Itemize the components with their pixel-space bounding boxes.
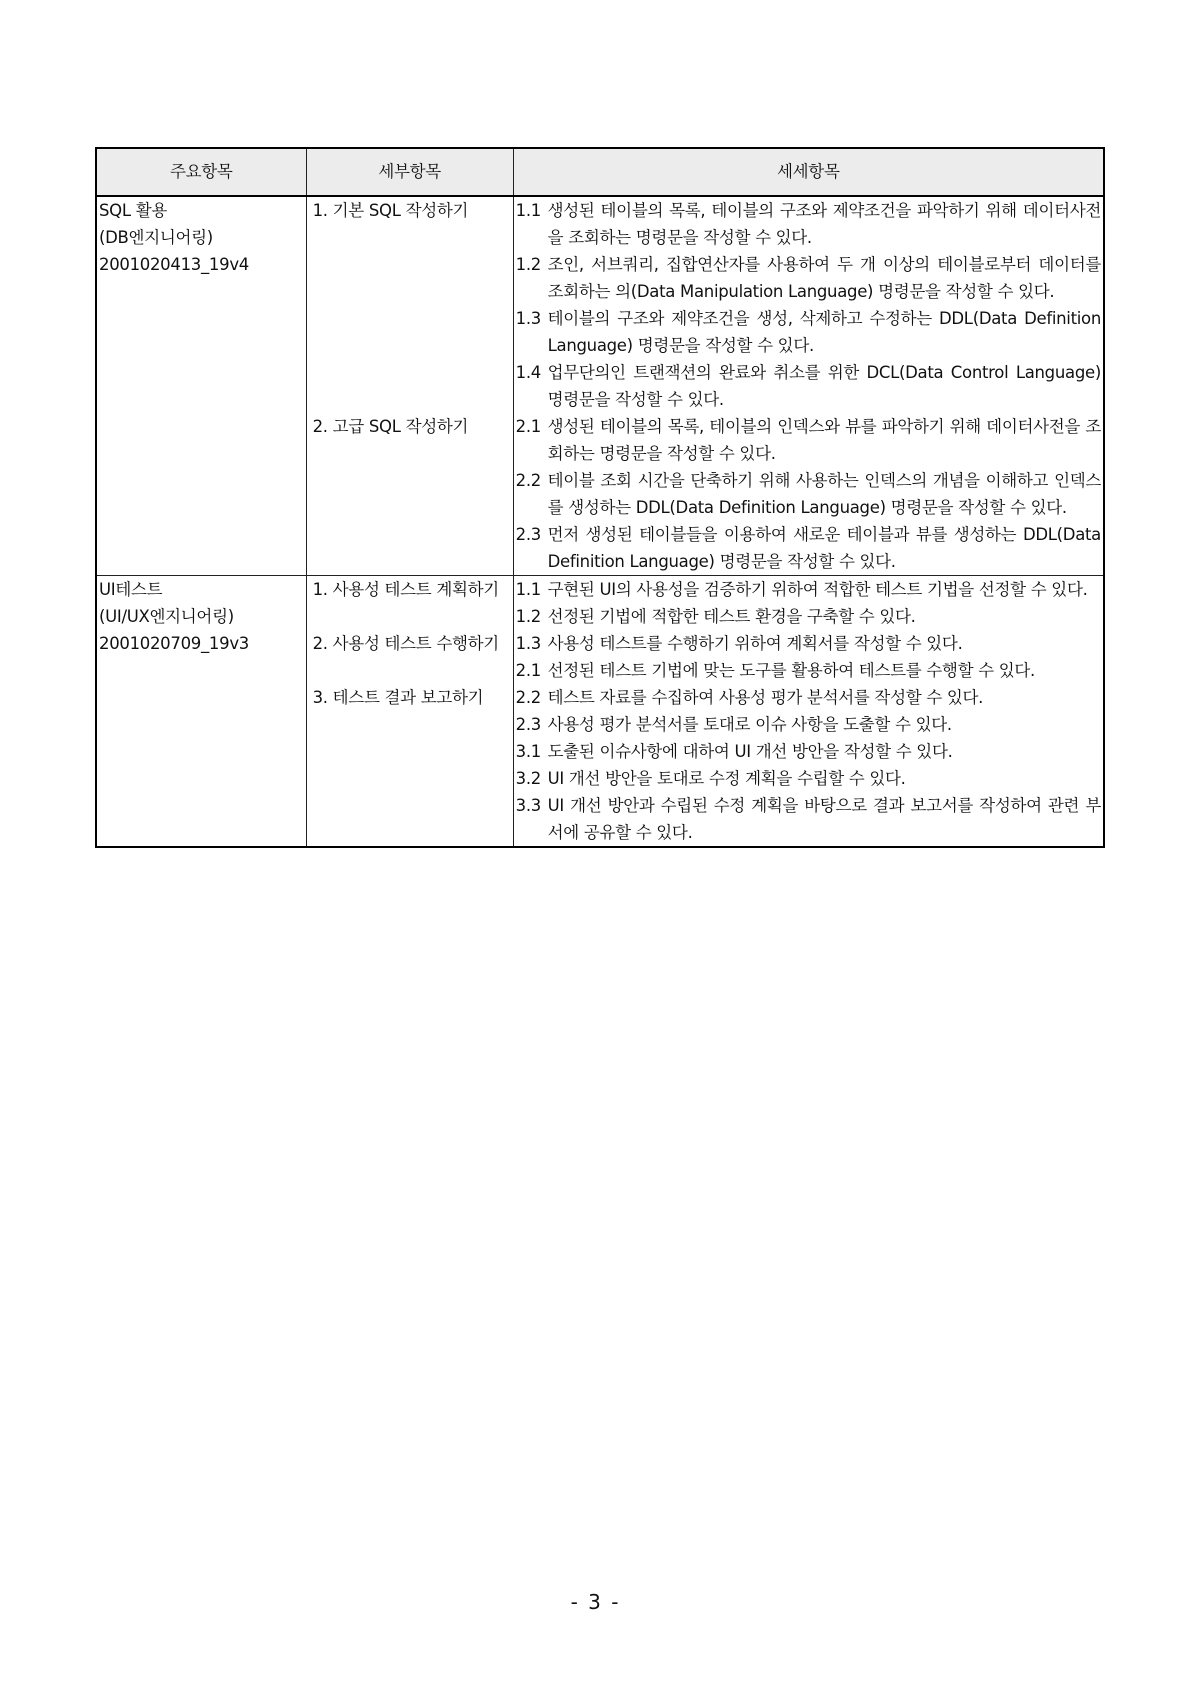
detail-item-text: 사용성 테스트를 수행하기 위하여 계획서를 작성할 수 있다.: [547, 634, 963, 653]
detail-item-number: 2.2: [515, 471, 541, 490]
detail-item-text: 업무단의인 트랜잭션의 완료와 취소를 위한 DCL(Data Control Language) 명령문을 작성할 수 있다.: [547, 363, 1101, 409]
sub-item-label: 1. 기본 SQL 작성하기: [312, 201, 469, 220]
detail-item-text: 테이블의 구조와 제약조건을 생성, 삭제하고 수정하는 DDL(Data Definition Language) 명령문을 작성할 수 있다.: [547, 309, 1101, 355]
detail-item-number: 1.1: [515, 201, 541, 220]
detail-item-number: 3.2: [515, 769, 541, 788]
main-item-category: (UI/UX엔지니어링): [99, 607, 234, 626]
detail-item-text: UI 개선 방안을 토대로 수정 계획을 수립할 수 있다.: [547, 769, 906, 788]
detail-item-cell: [513, 576, 1104, 848]
detail-item-text: 사용성 평가 분석서를 토대로 이슈 사항을 도출할 수 있다.: [547, 715, 952, 734]
detail-item-text: 생성된 테이블의 목록, 테이블의 인덱스와 뷰를 파악하기 위해 데이터사전을 조회하는 명령문을 작성할 수 있다.: [547, 417, 1101, 463]
detail-item-cell: [513, 196, 1104, 576]
main-item-code: 2001020709_19v3: [99, 634, 249, 653]
main-item-cell: [96, 576, 306, 848]
detail-item: [516, 684, 1101, 711]
detail-item: [516, 197, 1101, 251]
detail-item-text: 먼저 생성된 테이블들을 이용하여 새로운 테이블과 뷰를 생성하는 DDL(Data Definition Language) 명령문을 작성할 수 있다.: [547, 525, 1101, 571]
sub-item-label: 2. 사용성 테스트 수행하기: [312, 634, 499, 653]
detail-item-text: 구현된 UI의 사용성을 검증하기 위하여 적합한 테스트 기법을 선정할 수 있다.: [547, 580, 1088, 599]
main-item-code: 2001020413_19v4: [99, 255, 249, 274]
header-sub-item: 세부항목: [306, 148, 513, 196]
detail-item-text: 도출된 이슈사항에 대하여 UI 개선 방안을 작성할 수 있다.: [547, 742, 953, 761]
sub-item-cell: [306, 196, 513, 576]
detail-item: [516, 521, 1101, 575]
detail-item-number: 1.2: [515, 255, 541, 274]
sub-item-label: 2. 고급 SQL 작성하기: [312, 417, 469, 436]
detail-item-text: 선정된 기법에 적합한 테스트 환경을 구축할 수 있다.: [547, 607, 916, 626]
main-item-cell: [96, 196, 306, 576]
competency-table: [95, 147, 1105, 848]
detail-item-text: 테이블 조회 시간을 단축하기 위해 사용하는 인덱스의 개념을 이해하고 인덱스를 생성하는 DDL(Data Definition Language) 명령문을 작성할 수 있다.: [547, 471, 1101, 517]
detail-item-text: 테스트 자료를 수집하여 사용성 평가 분석서를 작성할 수 있다.: [547, 688, 984, 707]
detail-item: [516, 657, 1101, 684]
detail-item-number: 1.4: [515, 363, 541, 382]
table-row: [96, 576, 1104, 848]
sub-item-cell: [306, 576, 513, 848]
sub-item-label: 1. 사용성 테스트 계획하기: [312, 580, 499, 599]
sub-item-label: 3. 테스트 결과 보고하기: [312, 688, 484, 707]
detail-item: [516, 738, 1101, 765]
detail-item: [516, 359, 1101, 413]
detail-item: [516, 792, 1101, 846]
detail-item-text: 생성된 테이블의 목록, 테이블의 구조와 제약조건을 파악하기 위해 데이터사전을 조회하는 명령문을 작성할 수 있다.: [547, 201, 1101, 247]
detail-item-number: 1.1: [515, 580, 541, 599]
detail-item: [516, 251, 1101, 305]
page-number: - 3 -: [570, 1590, 621, 1614]
detail-item: [516, 765, 1101, 792]
detail-item-number: 1.3: [515, 634, 541, 653]
detail-item-number: 1.2: [515, 607, 541, 626]
detail-item-number: 1.3: [515, 309, 541, 328]
detail-item: [516, 603, 1101, 630]
detail-item: [516, 413, 1101, 467]
main-item-title: UI테스트: [99, 580, 163, 599]
header-row: [96, 148, 1104, 196]
detail-item-number: 3.3: [515, 796, 541, 815]
detail-item-text: 조인, 서브쿼리, 집합연산자를 사용하여 두 개 이상의 테이블로부터 데이터를 조회하는 의(Data Manipulation Language) 명령문을 작성할 수 있다.: [547, 255, 1101, 301]
detail-item-number: 2.1: [515, 417, 541, 436]
header-main-item: 주요항목: [96, 148, 306, 196]
table-row: [96, 196, 1104, 576]
detail-item-number: 2.3: [515, 525, 541, 544]
detail-item-number: 2.1: [515, 661, 541, 680]
detail-item-text: UI 개선 방안과 수립된 수정 계획을 바탕으로 결과 보고서를 작성하여 관련 부서에 공유할 수 있다.: [547, 796, 1101, 842]
header-detail-item: 세세항목: [513, 148, 1104, 196]
detail-item-number: 2.3: [515, 715, 541, 734]
detail-item: [516, 305, 1101, 359]
detail-item-text: 선정된 테스트 기법에 맞는 도구를 활용하여 테스트를 수행할 수 있다.: [547, 661, 1035, 680]
detail-item: [516, 711, 1101, 738]
main-item-category: (DB엔지니어링): [99, 228, 213, 247]
detail-item: [516, 576, 1101, 603]
main-item-title: SQL 활용: [99, 201, 167, 220]
detail-item-number: 2.2: [515, 688, 541, 707]
detail-item: [516, 630, 1101, 657]
detail-item: [516, 467, 1101, 521]
detail-item-number: 3.1: [515, 742, 541, 761]
